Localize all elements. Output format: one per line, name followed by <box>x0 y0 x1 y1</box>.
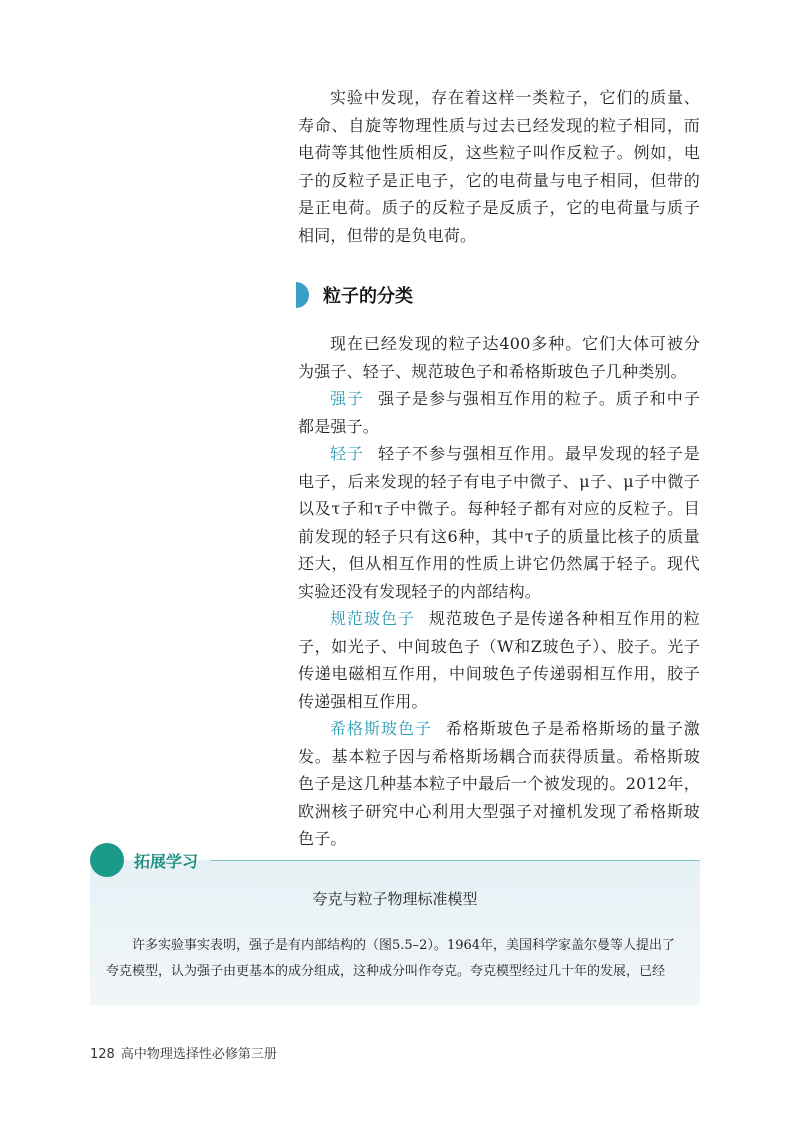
section-heading-text: 粒子的分类 <box>323 286 413 307</box>
extension-circle-icon <box>90 843 124 877</box>
section-heading <box>296 282 413 308</box>
extension-label: 拓展学习 <box>134 851 199 871</box>
intro-text: 实验中发现，存在着这样一类粒子，它们的质量、寿命、自旋等物理性质与过去已经发现的粒子相同，而电荷等其他性质相反，这些粒子叫作反粒子。例如，电子的反粒子是正电子，它的电荷量与电子相同，但带的是正电荷。质子的反粒子是反质子，它的电荷量与质子相同，但带的是负电荷。 <box>298 88 700 245</box>
gauge-boson-term: 规范玻色子 <box>330 609 415 628</box>
lepton-text: 轻子不参与强相互作用。最早发现的轻子是电子，后来发现的轻子有电子中微子、μ子、μ子中微子以及τ子和τ子中微子。每种轻子都有对应的反粒子。目前发现的轻子只有这6种，其中τ子的质量比核子的质量还大，但从相互作用的性质上讲它仍然属于轻子。现代实验还没有发现轻子的内部结构。 <box>298 444 700 601</box>
higgs-boson-paragraph <box>298 715 700 853</box>
lepton-term: 轻子 <box>330 444 364 463</box>
classification-intro-text: 现在已经发现的粒子达400多种。它们大体可被分为强子、轻子、规范玻色子和希格斯玻色子几种类别。 <box>298 334 700 381</box>
extension-divider <box>210 860 700 861</box>
page-number: 128 <box>90 1047 115 1062</box>
extension-header <box>90 842 700 878</box>
page-footer <box>90 1043 277 1062</box>
book-title: 高中物理选择性必修第三册 <box>120 1047 277 1062</box>
lepton-paragraph <box>298 440 700 605</box>
extension-title: 夸克与粒子物理标准模型 <box>312 890 478 908</box>
classification-intro <box>298 330 700 385</box>
hadron-term: 强子 <box>330 389 364 408</box>
hadron-paragraph <box>298 385 700 440</box>
hadron-text: 强子是参与强相互作用的粒子。质子和中子都是强子。 <box>298 389 700 436</box>
extension-text <box>106 933 696 985</box>
heading-marker-icon <box>296 282 309 308</box>
extension-text-line-1: 许多实验事实表明，强子是有内部结构的（图5.5–2）。1964年，美国科学家盖尔曼等人提出了 <box>132 938 676 953</box>
gauge-boson-paragraph <box>298 605 700 715</box>
extension-text-line-2: 夸克模型，认为强子由更基本的成分组成，这种成分叫作夸克。夸克模型经过几十年的发展，已经 <box>106 964 666 979</box>
gauge-boson-text: 规范玻色子是传递各种相互作用的粒子，如光子、中间玻色子（W和Z玻色子）、胶子。光子传递电磁相互作用，中间玻色子传递弱相互作用，胶子传递强相互作用。 <box>298 609 700 711</box>
intro-paragraph <box>298 84 700 249</box>
higgs-boson-term: 希格斯玻色子 <box>330 719 432 738</box>
higgs-boson-text: 希格斯玻色子是希格斯场的量子激发。基本粒子因与希格斯场耦合而获得质量。希格斯玻色子是这几种基本粒子中最后一个被发现的。2012年，欧洲核子研究中心利用大型强子对撞机发现了希格斯玻色子。 <box>298 719 700 848</box>
